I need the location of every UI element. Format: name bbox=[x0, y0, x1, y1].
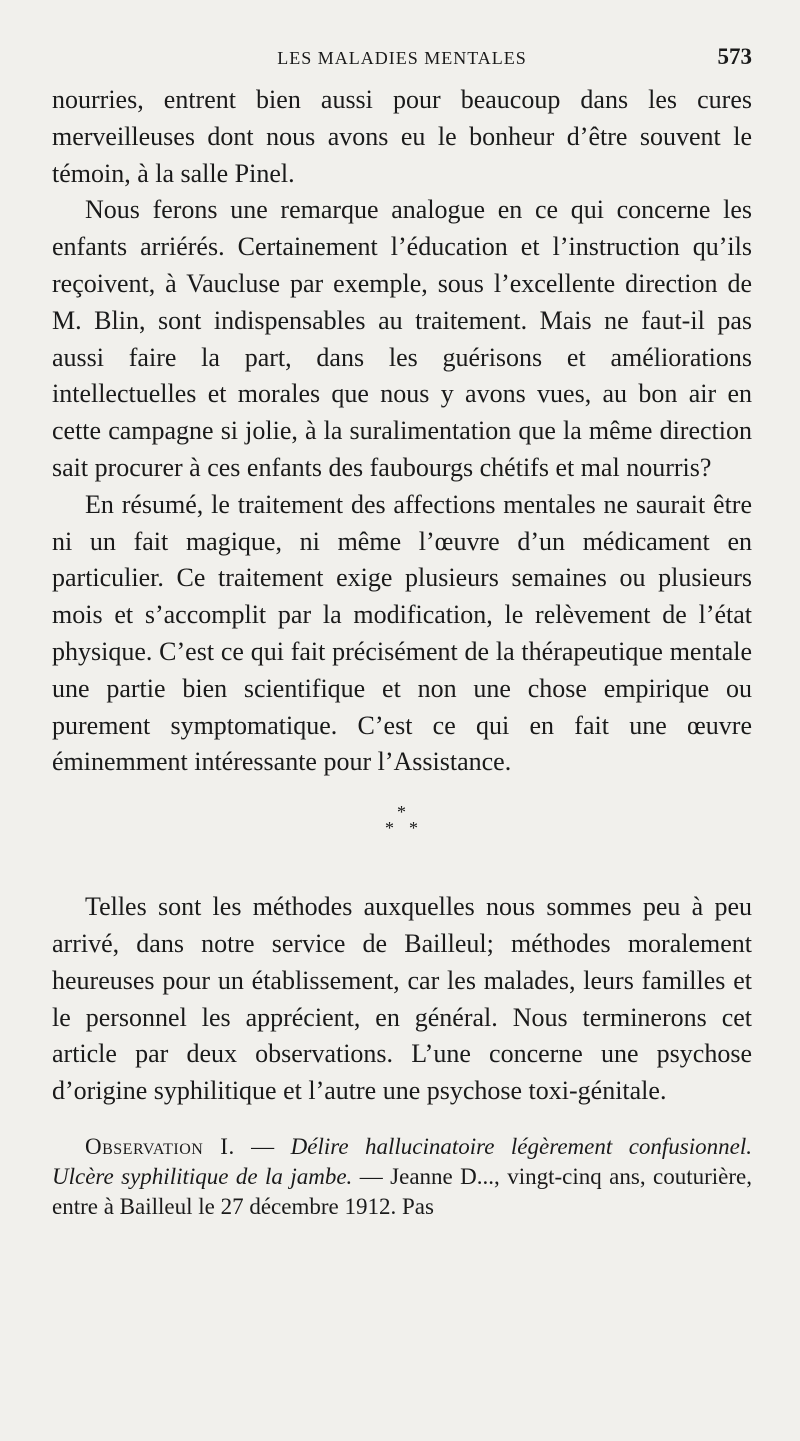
observation-title: Délire hallucinatoire légèrement confusionnel. Ulcère syphilitique de la jambe. bbox=[52, 1133, 752, 1189]
asterism-star: * bbox=[385, 818, 394, 839]
observation-label: Observation I. bbox=[85, 1133, 235, 1159]
observation-dash: — bbox=[352, 1163, 391, 1189]
observation-text: Jeanne D..., vingt-cinq ans, couturière, entre à Bailleul le 27 décembre 1912. Pas bbox=[52, 1163, 752, 1219]
asterism-star: * bbox=[409, 818, 418, 839]
main-text bbox=[52, 82, 752, 1110]
running-title: LES MALADIES MENTALES bbox=[277, 48, 527, 68]
observation-block bbox=[52, 1132, 752, 1222]
paragraph-resume: En résumé, le traitement des affections mentales ne saurait être ni un fait magique, ni même l’œuvre d’un médicament en particulier. Ce traitement exige plusieurs semaines ou plusieurs mois et s’accomplit par la modification, le relèvement de l’état physique. C’est ce qui fait précisément de la thérapeutique mentale une partie bien scientifique et non une chose empirique ou purement symptomatique. C’est ce qui en fait une œuvre éminemment intéressante pour l’Assistance. bbox=[52, 489, 752, 777]
paragraph-continuation: nourries, entrent bien aussi pour beaucoup dans les cures merveilleuses dont nous avons eu le bonheur d’être souvent le témoin, à la salle Pinel. bbox=[52, 85, 752, 188]
paragraph-enfants-arrieres: Nous ferons une remarque analogue en ce qui concerne les enfants arriérés. Certainement l’éducation et l’instruction qu’ils reçoivent, à Vaucluse par exemple, sous l’excellente direction de M. Blin, sont indispensables au traitement. Mais ne faut-il pas aussi faire la part, dans les guérisons et améliorations intellectuelles et morales que nous y avons vues, au bon air en cette campagne si jolie, à la suralimentation que la même direction sait procurer à ces enfants des faubourgs chétifs et mal nourris? bbox=[52, 195, 752, 482]
paragraph-conclusion: Telles sont les méthodes auxquelles nous sommes peu à peu arrivé, dans notre service de Bailleul; méthodes moralement heureuses pour un établissement, car les malades, leurs familles et le personnel les apprécient, en général. Nous terminerons cet article par deux observations. L’une concerne une psychose d’origine syphilitique et l’autre une psychose toxi-génitale. bbox=[52, 892, 752, 1106]
page-number: 573 bbox=[717, 44, 752, 69]
asterism-star: * bbox=[397, 802, 406, 823]
asterism-separator bbox=[52, 789, 752, 889]
running-head bbox=[52, 42, 752, 82]
observation-dash: — bbox=[234, 1133, 291, 1159]
